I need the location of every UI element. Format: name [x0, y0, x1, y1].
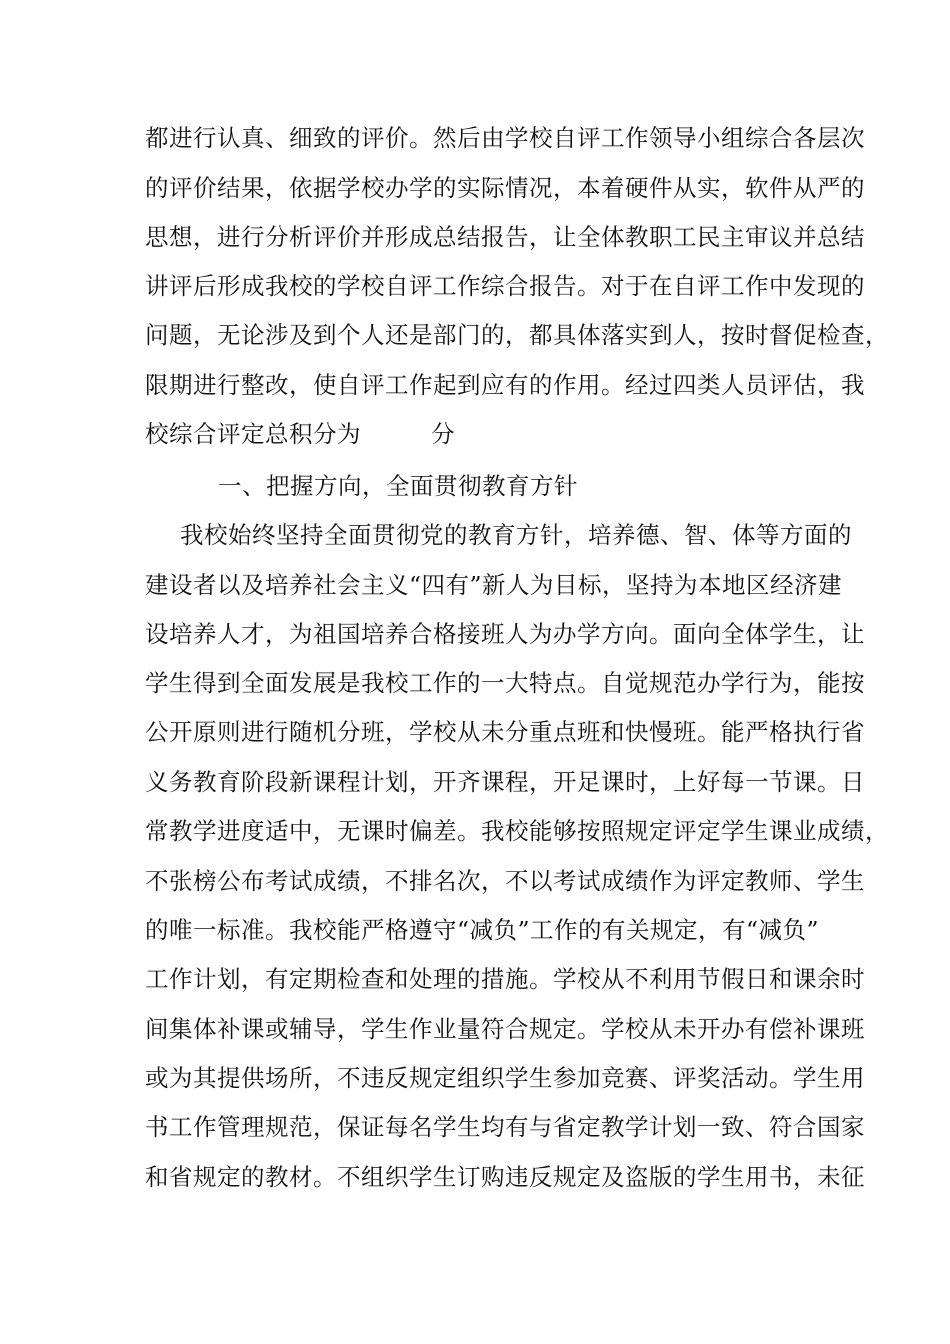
text-line: 书工作管理规范，保证每名学生均有与省定教学计划一致、符合国家 [145, 1113, 865, 1141]
text-line-score [145, 419, 805, 449]
text-line: 的唯一标准。我校能严格遵守“减负”工作的有关规定，有“减负” [145, 916, 820, 944]
score-unit: 分 [431, 420, 455, 448]
text-line: 或为其提供场所，不违反规定组织学生参加竞赛、评奖活动。学生用 [145, 1064, 865, 1092]
section-heading: 一、把握方向，全面贯彻教育方针 [218, 472, 578, 500]
text-line: 问题，无论涉及到个人还是部门的，都具体落实到人，按时督促检查， [145, 321, 889, 349]
text-line: 义务教育阶段新课程计划，开齐课程，开足课时，上好每一节课。日 [145, 768, 865, 796]
text-line: 设培养人才，为祖国培养合格接班人为办学方向。面向全体学生，让 [145, 620, 865, 648]
text-line: 不张榜公布考试成绩，不排名次，不以考试成绩作为评定教师、学生 [145, 867, 865, 895]
text-line: 的评价结果，依据学校办学的实际情况，本着硬件从实，软件从严的 [145, 174, 865, 202]
text-line: 讲评后形成我校的学校自评工作综合报告。对于在自评工作中发现的 [145, 272, 865, 300]
text-line: 学生得到全面发展是我校工作的一大特点。自觉规范办学行为，能按 [145, 669, 865, 697]
text-line: 都进行认真、细致的评价。然后由学校自评工作领导小组综合各层次 [145, 124, 865, 152]
text-line: 思想，进行分析评价并形成总结报告，让全体教职工民主审议并总结 [145, 223, 865, 251]
text-line: 常教学进度适中，无课时偏差。我校能够按照规定评定学生课业成绩， [145, 817, 889, 845]
score-label: 校综合评定总积分为 [145, 420, 361, 448]
text-line: 工作计划，有定期检查和处理的措施。学校从不利用节假日和课余时 [145, 965, 865, 993]
text-line: 建设者以及培养社会主义“四有”新人为目标，坚持为本地区经济建 [145, 571, 843, 599]
text-line: 公开原则进行随机分班，学校从未分重点班和快慢班。能严格执行省 [145, 718, 865, 746]
text-line: 间集体补课或辅导，学生作业量符合规定。学校从未开办有偿补课班 [145, 1015, 865, 1043]
text-line: 和省规定的教材。不组织学生订购违反规定及盗版的学生用书，未征 [145, 1163, 865, 1191]
text-line: 我校始终坚持全面贯彻党的教育方针，培养德、智、体等方面的 [180, 521, 852, 549]
text-line: 限期进行整改，使自评工作起到应有的作用。经过四类人员评估，我 [145, 371, 865, 399]
